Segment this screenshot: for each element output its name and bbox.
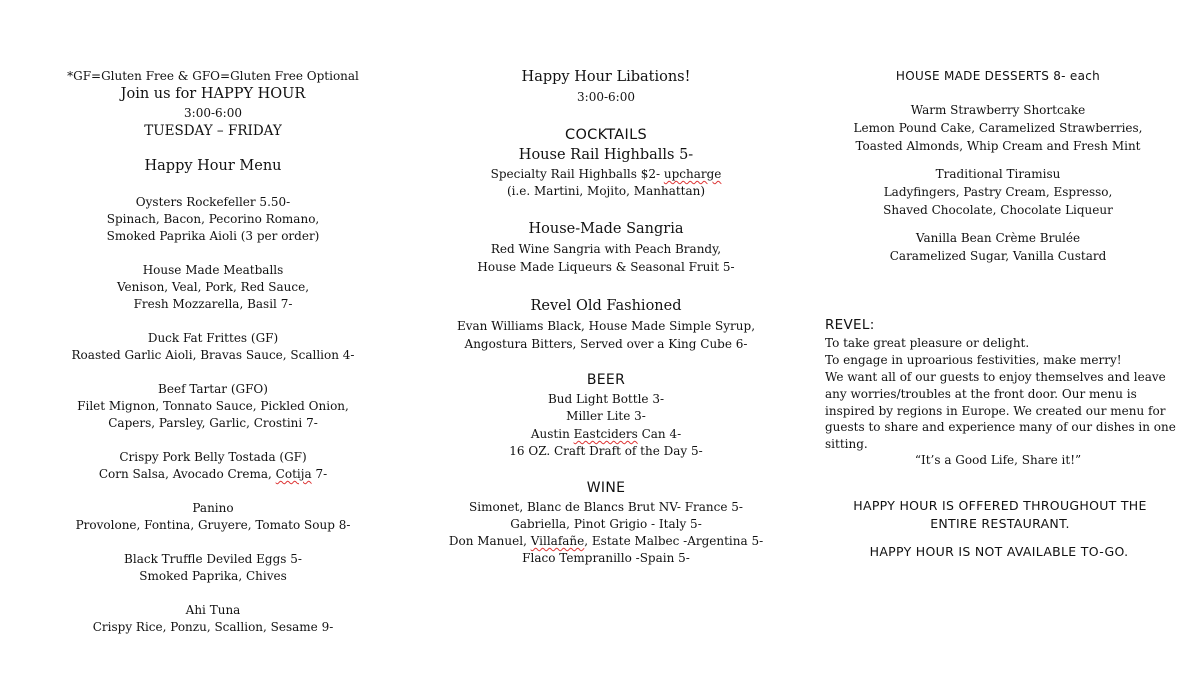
menu-item-name: Panino bbox=[192, 501, 234, 515]
beer-item: Bud Light Bottle 3- bbox=[547, 392, 665, 406]
happy-hour-days: TUESDAY – FRIDAY bbox=[144, 123, 282, 139]
wine-heading: WINE bbox=[586, 480, 626, 496]
beer-text: Austin bbox=[530, 427, 574, 441]
description-text: Corn Salsa, Avocado Crema, bbox=[98, 467, 276, 481]
wine-text: Don Manuel, bbox=[448, 534, 531, 548]
menu-item-description: Fresh Mozzarella, Basil 7- bbox=[133, 297, 293, 311]
wine-item: Simonet, Blanc de Blancs Brut NV- France 5- bbox=[469, 500, 743, 514]
menu-item-description: Filet Mignon, Tonnato Sauce, Pickled Onion, bbox=[77, 399, 349, 413]
menu-item-description: Provolone, Fontina, Gruyere, Tomato Soup 8- bbox=[75, 518, 351, 532]
beer-item bbox=[531, 426, 681, 442]
drink-item-name: House Rail Highballs 5- bbox=[518, 147, 694, 163]
dessert-name: Traditional Tiramisu bbox=[935, 167, 1061, 181]
menu-item-name: Duck Fat Frittes (GF) bbox=[147, 331, 279, 345]
happy-hour-menu-title: Happy Hour Menu bbox=[144, 158, 282, 174]
drink-item-name: Revel Old Fashioned bbox=[530, 298, 682, 314]
menu-item-name: Beef Tartar (GFO) bbox=[158, 382, 268, 396]
spellcheck-flagged-word: Villafañe bbox=[530, 534, 585, 548]
drink-item-description bbox=[491, 166, 722, 182]
dessert-name: Warm Strawberry Shortcake bbox=[910, 103, 1086, 117]
menu-item-name: Oysters Rockefeller 5.50- bbox=[135, 195, 291, 209]
to-go-notice: HAPPY HOUR IS NOT AVAILABLE TO-GO. bbox=[869, 544, 1129, 559]
wine-item: Gabriella, Pinot Grigio - Italy 5- bbox=[510, 517, 702, 531]
dessert-description: Lemon Pound Cake, Caramelized Strawberries, bbox=[853, 121, 1143, 135]
dessert-description: Ladyfingers, Pastry Cream, Espresso, bbox=[883, 185, 1113, 199]
revel-definition: To engage in uproarious festivities, make merry! bbox=[825, 353, 1122, 367]
menu-item-description: Roasted Garlic Aioli, Bravas Sauce, Scallion 4- bbox=[71, 348, 355, 362]
menu-item-description: Venison, Veal, Pork, Red Sauce, bbox=[116, 280, 310, 294]
happy-hour-hours: 3:00-6:00 bbox=[184, 106, 242, 120]
menu-item-description: Spinach, Bacon, Pecorino Romano, bbox=[106, 212, 320, 226]
dessert-name: Vanilla Bean Crème Brulée bbox=[915, 231, 1081, 245]
menu-item-name: Black Truffle Deviled Eggs 5- bbox=[124, 552, 302, 566]
spellcheck-flagged-word: Eastciders bbox=[573, 427, 638, 441]
menu-item-name: Ahi Tuna bbox=[185, 603, 241, 617]
menu-item-description: Smoked Paprika, Chives bbox=[139, 569, 287, 583]
libations-title: Happy Hour Libations! bbox=[521, 69, 691, 85]
desserts-heading: HOUSE MADE DESSERTS 8- each bbox=[895, 69, 1101, 83]
beer-item: Miller Lite 3- bbox=[566, 409, 646, 423]
happy-hour-invite: Join us for HAPPY HOUR bbox=[120, 86, 306, 102]
libations-hours: 3:00-6:00 bbox=[577, 90, 635, 104]
description-text: Specialty Rail Highballs $2- bbox=[490, 167, 664, 181]
menu-item-name: Crispy Pork Belly Tostada (GF) bbox=[119, 450, 307, 464]
gluten-free-legend: *GF=Gluten Free & GFO=Gluten Free Optional bbox=[67, 69, 359, 83]
menu-item-description: Smoked Paprika Aioli (3 per order) bbox=[106, 229, 320, 243]
drink-item-description: Angostura Bitters, Served over a King Cube 6- bbox=[464, 337, 748, 351]
menu-item-description bbox=[99, 466, 327, 482]
spellcheck-flagged-word: upcharge bbox=[663, 167, 722, 181]
revel-definition: To take great pleasure or delight. bbox=[825, 336, 1030, 350]
about-paragraph: We want all of our guests to enjoy themselves and leave any worries/troubles at the front door. Our menu is inspired by regions in Europe. We created our menu for guests to share and experience many of our dishes in one sitting. bbox=[825, 370, 1176, 452]
beer-item: 16 OZ. Craft Draft of the Day 5- bbox=[509, 444, 703, 458]
wine-item: Flaco Tempranillo -Spain 5- bbox=[522, 551, 690, 565]
drink-item-description: Red Wine Sangria with Peach Brandy, bbox=[490, 242, 722, 256]
description-price: 7- bbox=[311, 467, 328, 481]
wine-text: , Estate Malbec -Argentina 5- bbox=[584, 534, 764, 548]
beer-heading: BEER bbox=[586, 372, 626, 388]
drink-item-description: (i.e. Martini, Mojito, Manhattan) bbox=[506, 184, 706, 198]
dessert-description: Caramelized Sugar, Vanilla Custard bbox=[889, 249, 1107, 263]
cocktails-heading: COCKTAILS bbox=[565, 127, 647, 143]
menu-item-description: Crispy Rice, Ponzu, Scallion, Sesame 9- bbox=[92, 620, 334, 634]
menu-item-description: Capers, Parsley, Garlic, Crostini 7- bbox=[108, 416, 318, 430]
drink-item-description: House Made Liqueurs & Seasonal Fruit 5- bbox=[477, 260, 735, 274]
dessert-description: Toasted Almonds, Whip Cream and Fresh Mint bbox=[855, 139, 1141, 153]
slogan: “It’s a Good Life, Share it!” bbox=[914, 453, 1082, 467]
beer-price: Can 4- bbox=[637, 427, 682, 441]
drink-item-name: House-Made Sangria bbox=[528, 221, 684, 237]
happy-hour-notice: HAPPY HOUR IS OFFERED THROUGHOUT THE bbox=[853, 498, 1147, 513]
revel-heading: REVEL: bbox=[825, 317, 875, 333]
drink-item-description: Evan Williams Black, House Made Simple Syrup, bbox=[456, 319, 756, 333]
wine-item bbox=[449, 533, 763, 549]
spellcheck-flagged-word: Cotija bbox=[275, 467, 312, 481]
menu-item-name: House Made Meatballs bbox=[142, 263, 284, 277]
dessert-description: Shaved Chocolate, Chocolate Liqueur bbox=[883, 203, 1113, 217]
happy-hour-notice: ENTIRE RESTAURANT. bbox=[930, 516, 1070, 531]
